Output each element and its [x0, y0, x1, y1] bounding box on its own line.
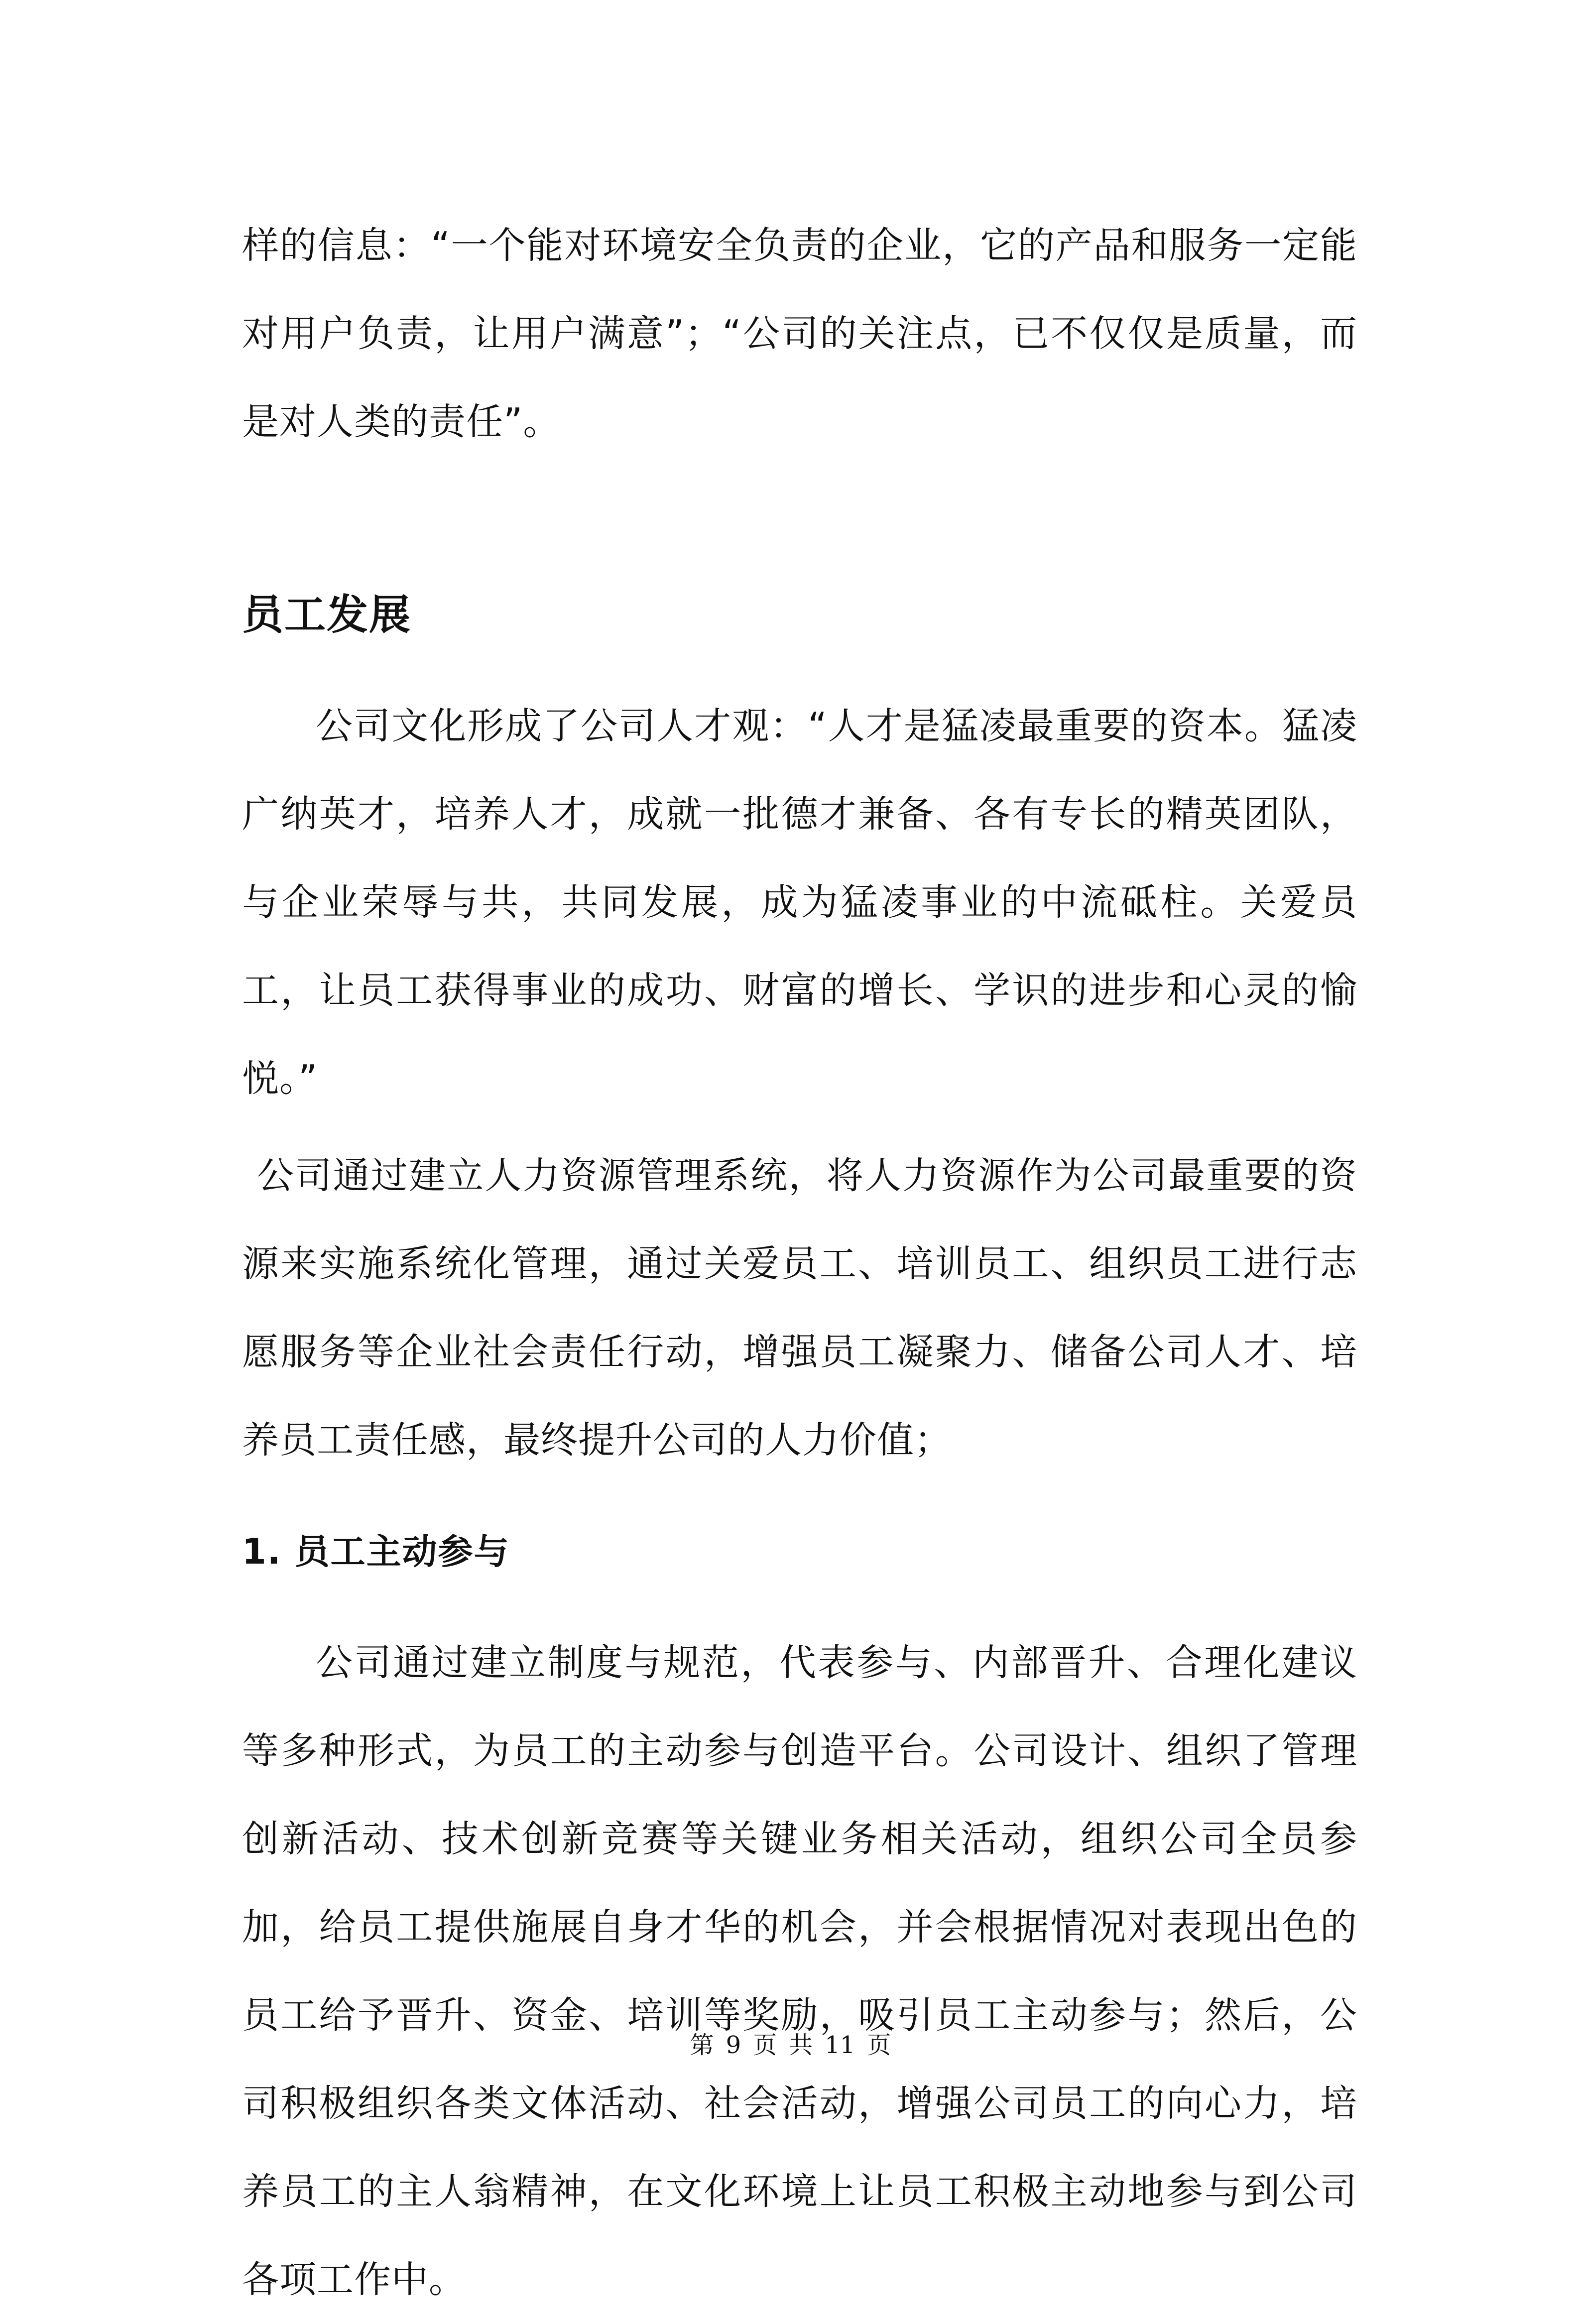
page-content [242, 202, 1357, 2324]
section-heading: 员工发展 [242, 591, 411, 639]
paragraph-continuation: 样的信息：“一个能对环境安全负责的企业，它的产品和服务一定能对用户负责，让用户满意”；“公司的关注点，已不仅仅是质量，而是对人类的责任”。 [242, 224, 1357, 443]
footer-total-pages: 11 [825, 2031, 855, 2059]
paragraph-talent-view: 公司文化形成了公司人才观：“人才是猛凌最重要的资本。猛凌广纳英才，培养人才，成就一批德才兼备、各有专长的精英团队，与企业荣辱与共，共同发展，成为猛凌事业的中流砥柱。关爱员工，让员工获得事业的成功、财富的增长、学识的进步和心灵的愉悦。” [242, 705, 1357, 1100]
page-footer [0, 2029, 1581, 2061]
footer-label-gong: 共 [789, 2031, 813, 2059]
subsection-heading: 1. 员工主动参与 [242, 1531, 510, 1572]
footer-label-di: 第 [690, 2031, 714, 2059]
footer-current-page: 9 [726, 2031, 741, 2059]
paragraph-hr-system: 公司通过建立人力资源管理系统，将人力资源作为公司最重要的资源来实施系统化管理，通过关爱员工、培训员工、组织员工进行志愿服务等企业社会责任行动，增强员工凝聚力、储备公司人才、培养员工责任感，最终提升公司的人力价值； [242, 1154, 1357, 1462]
footer-label-ye-total: 页 [867, 2031, 891, 2059]
paragraph-participation: 公司通过建立制度与规范，代表参与、内部晋升、合理化建议等多种形式，为员工的主动参与创造平台。公司设计、组织了管理创新活动、技术创新竞赛等关键业务相关活动，组织公司全员参加，给员工提供施展自身才华的机会，并会根据情况对表现出色的员工给予晋升、资金、培训等奖励，吸引员工主动参与；然后，公司积极组织各类文体活动、社会活动，增强公司员工的向心力，培养员工的主人翁精神，在文化环境上让员工积极主动地参与到公司各项工作中。 [242, 1641, 1357, 2301]
footer-label-ye: 页 [753, 2031, 777, 2059]
